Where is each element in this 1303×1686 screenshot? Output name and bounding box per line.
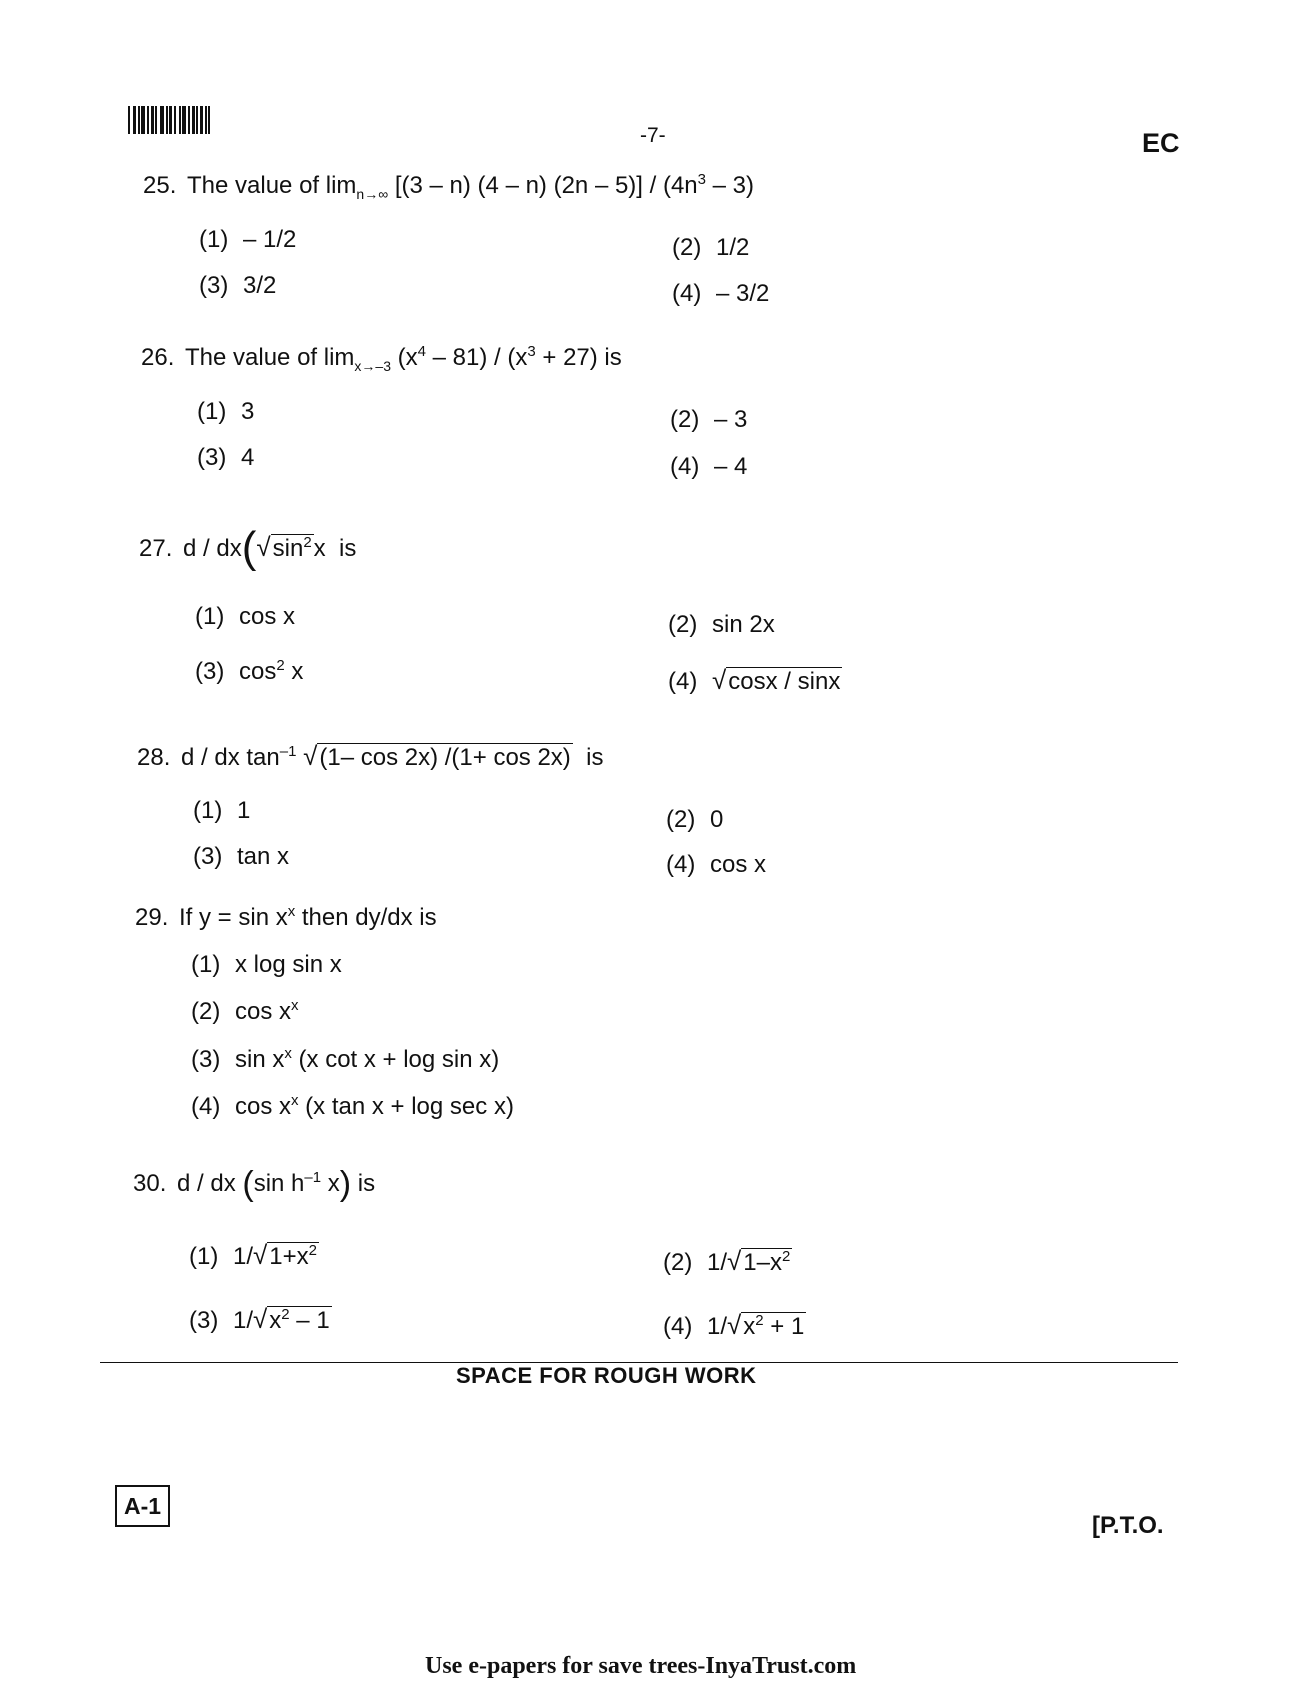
q27-option-2[interactable]: (2) sin 2x: [668, 611, 775, 638]
pto-label: [P.T.O.: [1092, 1512, 1164, 1539]
q30-option-2[interactable]: (2) $1/√1-x^2$: [663, 1246, 791, 1276]
q30-option-1[interactable]: (1) $1/√1+x^2$: [189, 1240, 318, 1270]
rough-work-heading: SPACE FOR ROUGH WORK: [456, 1363, 757, 1388]
q29-option-3[interactable]: (3) $\sin x^x$ (x cot x + log sin x): [191, 1045, 500, 1073]
q27-option-4[interactable]: (4) √cosx / sinx: [668, 665, 841, 695]
q28-option-1[interactable]: (1) 1: [193, 797, 251, 824]
question-25: 25. The value of $\lim_{n\to\infty} [(3 - n)$ (4 – n) $(2n - 5)] / (4n^3 - 3)$: [143, 171, 755, 202]
barcode: [128, 106, 224, 134]
q25-option-4[interactable]: (4) – 3/2: [672, 280, 770, 307]
paper-code: EC: [1142, 128, 1180, 158]
q29-option-2[interactable]: (2) $\cos x^x$: [191, 997, 299, 1025]
question-26: 26. The value of $\lim_{x\to-3} (x^4 - 81) / (x^3 + 27)$ is: [141, 343, 622, 374]
left-paren: (: [242, 1165, 254, 1203]
q29-option-4[interactable]: (4) $\cos x^x$ (x tan x + log sec x): [191, 1092, 514, 1120]
booklet-code: A-1: [115, 1485, 170, 1527]
q28-option-2[interactable]: (2) 0: [666, 806, 724, 833]
q26-option-1[interactable]: (1) 3: [197, 398, 255, 425]
right-paren: ): [339, 1165, 352, 1203]
q26-option-4[interactable]: (4) – 4: [670, 453, 748, 480]
question-29: 29. If $y = \sin x^x$ then dy/dx is: [135, 903, 437, 931]
radical-sign: √: [303, 741, 318, 771]
footer-watermark: Use e-papers for save trees-InyaTrust.com: [425, 1653, 857, 1679]
q26-option-3[interactable]: (3) 4: [197, 444, 255, 471]
q27-option-3[interactable]: (3) $\cos^2 x$: [195, 657, 304, 685]
radicand: $\sin^2$: [272, 534, 312, 562]
q25-option-2[interactable]: (2) 1/2: [672, 234, 750, 261]
question-27: 27. d / $dx(√\sin^2x$ is: [139, 523, 357, 572]
question-30: 30. d / dx (sin $h^{-1}$ x) is: [133, 1165, 376, 1203]
question-28: 28. d / dx $\tan^{-1} √(1-$ cos 2x) /(1+ cos 2x) is: [137, 741, 604, 771]
page-number: -7-: [640, 124, 666, 147]
q30-option-3[interactable]: (3) $1/√x^2 - 1$: [189, 1304, 330, 1334]
q25-option-3[interactable]: (3) 3/2: [199, 272, 277, 299]
q29-option-1[interactable]: (1) x log sin x: [191, 951, 342, 978]
left-paren: (: [241, 523, 257, 572]
q30-option-4[interactable]: (4) $1/√x^2 + 1$: [663, 1310, 805, 1340]
radical-sign: √: [256, 532, 271, 562]
q28-option-4[interactable]: (4) cos x: [666, 851, 767, 878]
q27-option-1[interactable]: (1) cos x: [195, 603, 296, 630]
q25-option-1[interactable]: (1) – 1/2: [199, 226, 297, 253]
q26-option-2[interactable]: (2) – 3: [670, 406, 748, 433]
q28-option-3[interactable]: (3) tan x: [193, 843, 290, 870]
